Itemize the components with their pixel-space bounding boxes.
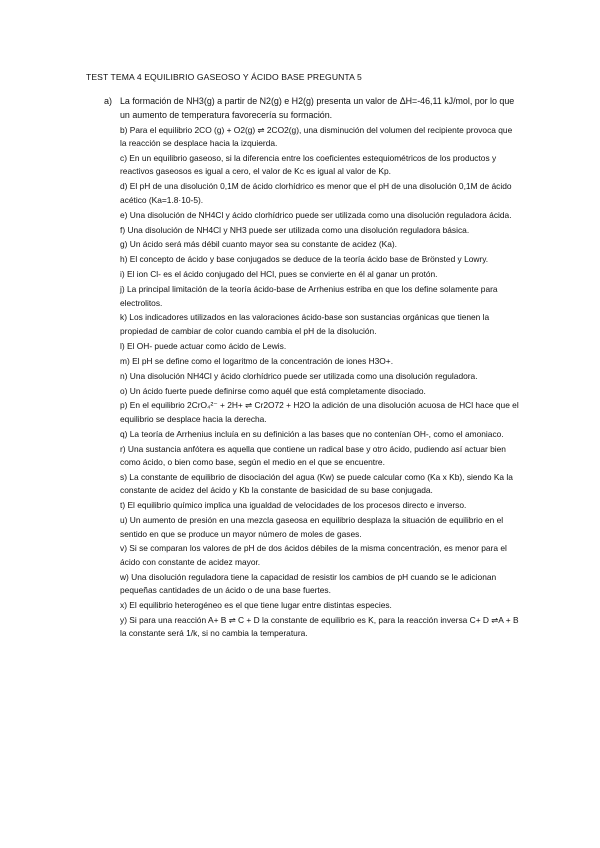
question-item: h) El concepto de ácido y base conjugados se deduce de la teoría ácido base de Brönsted y Lowry. — [120, 254, 489, 265]
question-item: x) El equilibrio heterogéneo es el que tiene lugar entre distintas especies. — [120, 600, 392, 611]
question-item: f) Una disolución de NH4Cl y NH3 puede ser utilizada como una disolución reguladora básica. — [120, 224, 470, 235]
question-item: u) Un aumento de presión en una mezcla gaseosa en equilibrio desplaza la situación de equilibrio en el sentido en que se produce un mayor número de moles de gases. — [120, 515, 504, 539]
question-item: v) Si se comparan los valores de pH de dos ácidos débiles de la misma concentración, es menor para el ácido con constante de acidez mayor. — [120, 543, 507, 567]
question-item: p) En el equilibrio 2CrO₄²⁻ + 2H+ ⇌ Cr2O72 + H2O la adición de una disolución acuosa de HCl hace que el equilibrio se desplace hacia la derecha. — [120, 400, 519, 424]
page-title: TEST TEMA 4 EQUILIBRIO GASEOSO Y ÁCIDO BASE PREGUNTA 5 — [86, 72, 362, 82]
question-item: d) El pH de una disolución 0,1M de ácido clorhídrico es menor que el pH de una disolución 0,1M de ácido acético (Ka=1.8·10-5). — [120, 181, 512, 205]
question-item: g) Un ácido será más débil cuanto mayor sea su constante de acidez (Ka). — [120, 239, 397, 250]
question-item: m) El pH se define como el logaritmo de la concentración de iones H3O+. — [120, 355, 394, 366]
question-list — [120, 95, 520, 642]
question-item: q) La teoría de Arrhenius incluía en su definición a las bases que no contenían OH-, como el amoniaco. — [120, 428, 504, 439]
question-item: l) El OH- puede actuar como ácido de Lewis. — [120, 340, 287, 351]
question-item: c) En un equilibrio gaseoso, si la diferencia entre los coeficientes estequiométricos de los productos y reactivos gaseosos es igual a cero, el valor de Kc es igual al valor de Kp. — [120, 153, 497, 177]
question-item: b) Para el equilibrio 2CO (g) + O2(g) ⇌ 2CO2(g), una disminución del volumen del recipiente provoca que la reacción se desplace hacia la izquierda. — [120, 124, 513, 149]
question-item: i) El ion Cl- es el ácido conjugado del HCl, pues se convierte en él al ganar un protón. — [120, 269, 438, 280]
question-item: e) Una disolución de NH4Cl y ácido clorhídrico puede ser utilizada como una disolución reguladora ácida. — [120, 209, 512, 220]
question-item: n) Una disolución NH4Cl y ácido clorhídrico puede ser utilizada como una disolución reguladora. — [120, 370, 478, 381]
question-item: y) Si para una reacción A+ B ⇌ C + D la constante de equilibrio es K, para la reacción inversa C+ D ⇌A + B la constante será 1/k, si no cambia la temperatura. — [120, 615, 519, 639]
question-item: La formación de NH3(g) a partir de N2(g) e H2(g) presenta un valor de ΔH=-46,11 kJ/mol, por lo que un aumento de temperatura favorecería su formación. — [120, 96, 515, 120]
question-item: r) Una sustancia anfótera es aquella que contiene un radical base y otro ácido, pudiendo así actuar bien como ácido, o bien como base, según el medio en el que se encuentre. — [120, 443, 506, 468]
question-item: j) La principal limitación de la teoría ácido-base de Arrhenius estriba en que los define solamente para electrolitos. — [120, 284, 498, 308]
question-item: s) La constante de equilibrio de disociación del agua (Kw) se puede calcular como (Ka x Kb), siendo Ka la constante de acidez del ácido y Kb la constante de basicidad de su base conjugada. — [120, 471, 513, 496]
list-marker: a) — [104, 96, 113, 106]
question-item: t) El equilibrio químico implica una igualdad de velocidades de los procesos directo e inverso. — [120, 500, 467, 511]
question-item: w) Una disolución reguladora tiene la capacidad de resistir los cambios de pH cuando se le adicionan pequeñas cantidades de un ácido o de una base fuertes. — [120, 571, 497, 596]
question-item: k) Los indicadores utilizados en las valoraciones ácido-base son sustancias orgánicas que tienen la propiedad de cambiar de color cuando cambia el pH de la disolución. — [120, 312, 490, 336]
question-item: o) Un ácido fuerte puede definirse como aquél que está completamente disociado. — [120, 385, 426, 396]
